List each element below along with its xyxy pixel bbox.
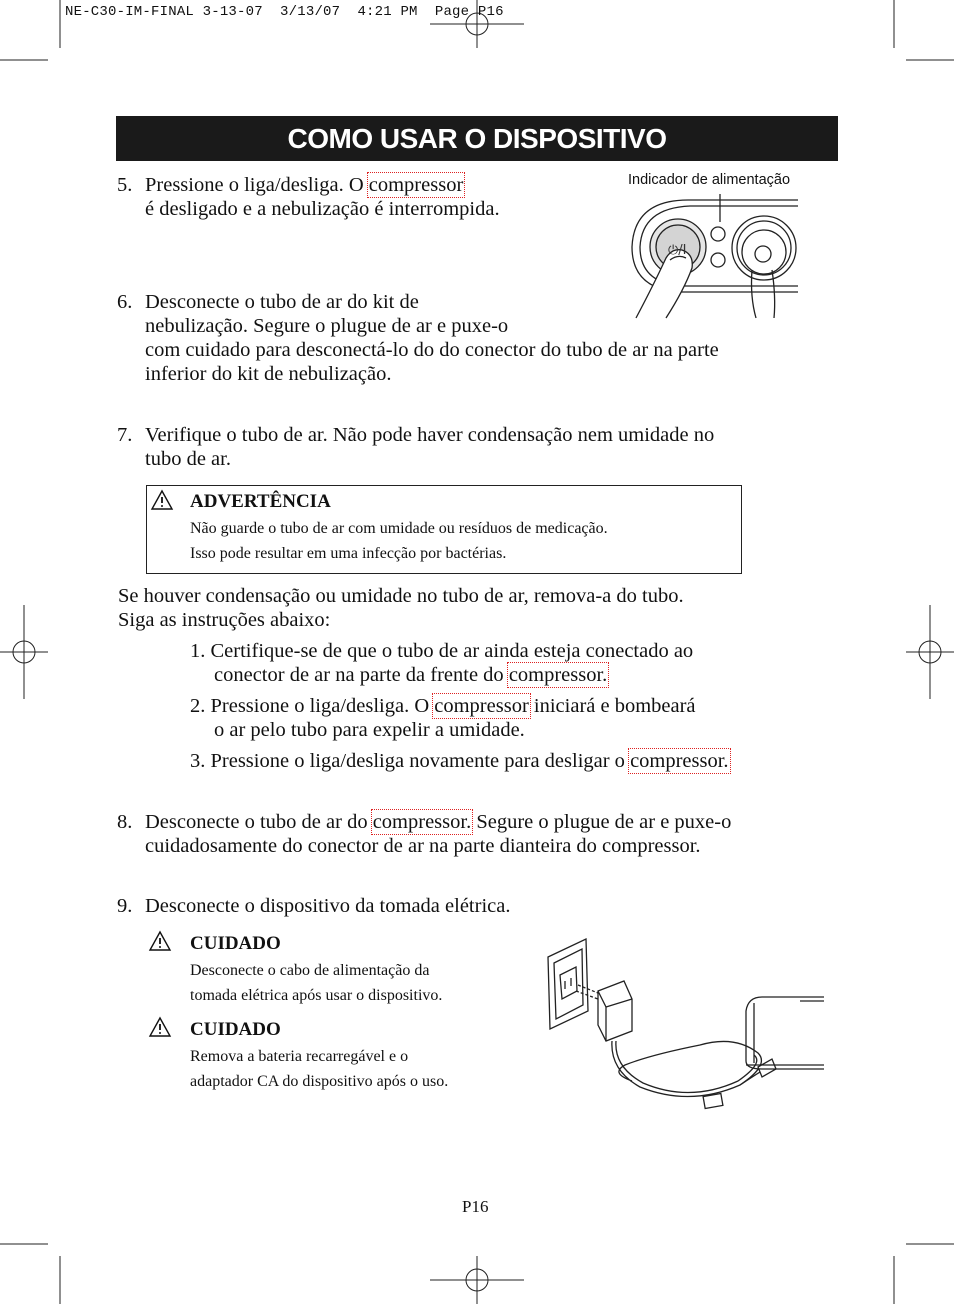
step-number: 9.: [117, 895, 133, 917]
condensation-intro: Siga as instruções abaixo:: [118, 609, 331, 631]
sub-step-text: o ar pelo tubo para expelir a umidade.: [214, 719, 525, 741]
warning-triangle-icon: [151, 490, 173, 510]
sub-step-2: [190, 694, 696, 741]
sub-step-text: conector de ar na parte da frente do: [214, 664, 509, 686]
step-text: Desconecte o tubo de ar do kit de: [145, 291, 419, 313]
step-number: 8.: [117, 811, 133, 833]
step-text: Verifique o tubo de ar. Não pode haver condensação nem umidade no: [145, 424, 715, 446]
step-7: [117, 423, 715, 470]
caution-text: adaptador CA do dispositivo após o uso.: [190, 1073, 449, 1090]
compressor-term: compressor.: [372, 811, 472, 833]
outlet-adapter-illustration: [540, 935, 830, 1125]
step-text: cuidadosamente do conector de ar na parte dianteira do compressor.: [145, 835, 701, 857]
caution-title: CUIDADO: [190, 933, 281, 954]
step-text: é desligado e a nebulização é interrompida.: [145, 198, 500, 220]
compressor-term: compressor.: [508, 664, 608, 686]
sub-step-text: 3. Pressione o liga/desliga novamente para desligar o: [190, 750, 631, 772]
page-number: P16: [462, 1197, 489, 1216]
warning-text: Não guarde o tubo de ar com umidade ou resíduos de medicação.: [190, 520, 608, 537]
step-9: [117, 894, 511, 918]
step-text: nebulização. Segure o plugue de ar e puxe-o: [145, 315, 509, 337]
power-symbol: ⏻/I: [668, 243, 687, 258]
compressor-term: compressor: [434, 695, 529, 717]
step-text: Desconecte o dispositivo da tomada elétrica.: [145, 895, 511, 917]
section-title-bar: [116, 116, 838, 161]
caution-text: Remova a bateria recarregável e o: [190, 1048, 409, 1065]
step-6: [117, 290, 719, 385]
step-text: inferior do kit de nebulização.: [145, 363, 392, 385]
condensation-intro: Se houver condensação ou umidade no tubo de ar, remova-a do tubo.: [118, 585, 684, 607]
step-text: com cuidado para desconectá-lo do do conector do tubo de ar na parte: [145, 339, 719, 361]
step-text: Pressione o liga/desliga. O: [145, 174, 369, 196]
step-text: tubo de ar.: [145, 448, 231, 470]
step-text: Segure o plugue de ar e puxe-o: [471, 811, 732, 833]
step-number: 6.: [117, 291, 133, 313]
print-slug: NE-C30-IM-FINAL 3-13-07 3/13/07 4:21 PM Page P16: [65, 4, 504, 20]
step-8: [117, 810, 732, 857]
caution-text: Desconecte o cabo de alimentação da: [190, 962, 430, 979]
step-text: Desconecte o tubo de ar do: [145, 811, 373, 833]
step-number: 5.: [117, 174, 133, 196]
caution-text: tomada elétrica após usar o dispositivo.: [190, 987, 443, 1004]
sub-step-3: [190, 749, 729, 773]
caution-triangle-icon: [149, 1017, 171, 1037]
sub-step-1: [190, 639, 694, 686]
power-indicator-label: Indicador de alimentação: [628, 172, 791, 188]
caution-title: CUIDADO: [190, 1019, 281, 1040]
compressor-term: compressor: [368, 174, 464, 196]
power-button-illustration: [626, 192, 826, 322]
sub-step-text: 2. Pressione o liga/desliga. O: [190, 695, 435, 717]
page-title: COMO USAR O DISPOSITIVO: [287, 122, 667, 154]
step-5: [117, 173, 500, 220]
warning-text: Isso pode resultar em uma infecção por bactérias.: [190, 545, 507, 562]
caution-triangle-icon: [149, 931, 171, 951]
step-number: 7.: [117, 424, 133, 446]
compressor-term: compressor.: [630, 750, 729, 772]
warning-title: ADVERTÊNCIA: [190, 491, 331, 512]
sub-step-text: iniciará e bombeará: [528, 695, 696, 717]
sub-step-text: 1. Certifique-se de que o tubo de ar ainda esteja conectado ao: [190, 640, 694, 662]
